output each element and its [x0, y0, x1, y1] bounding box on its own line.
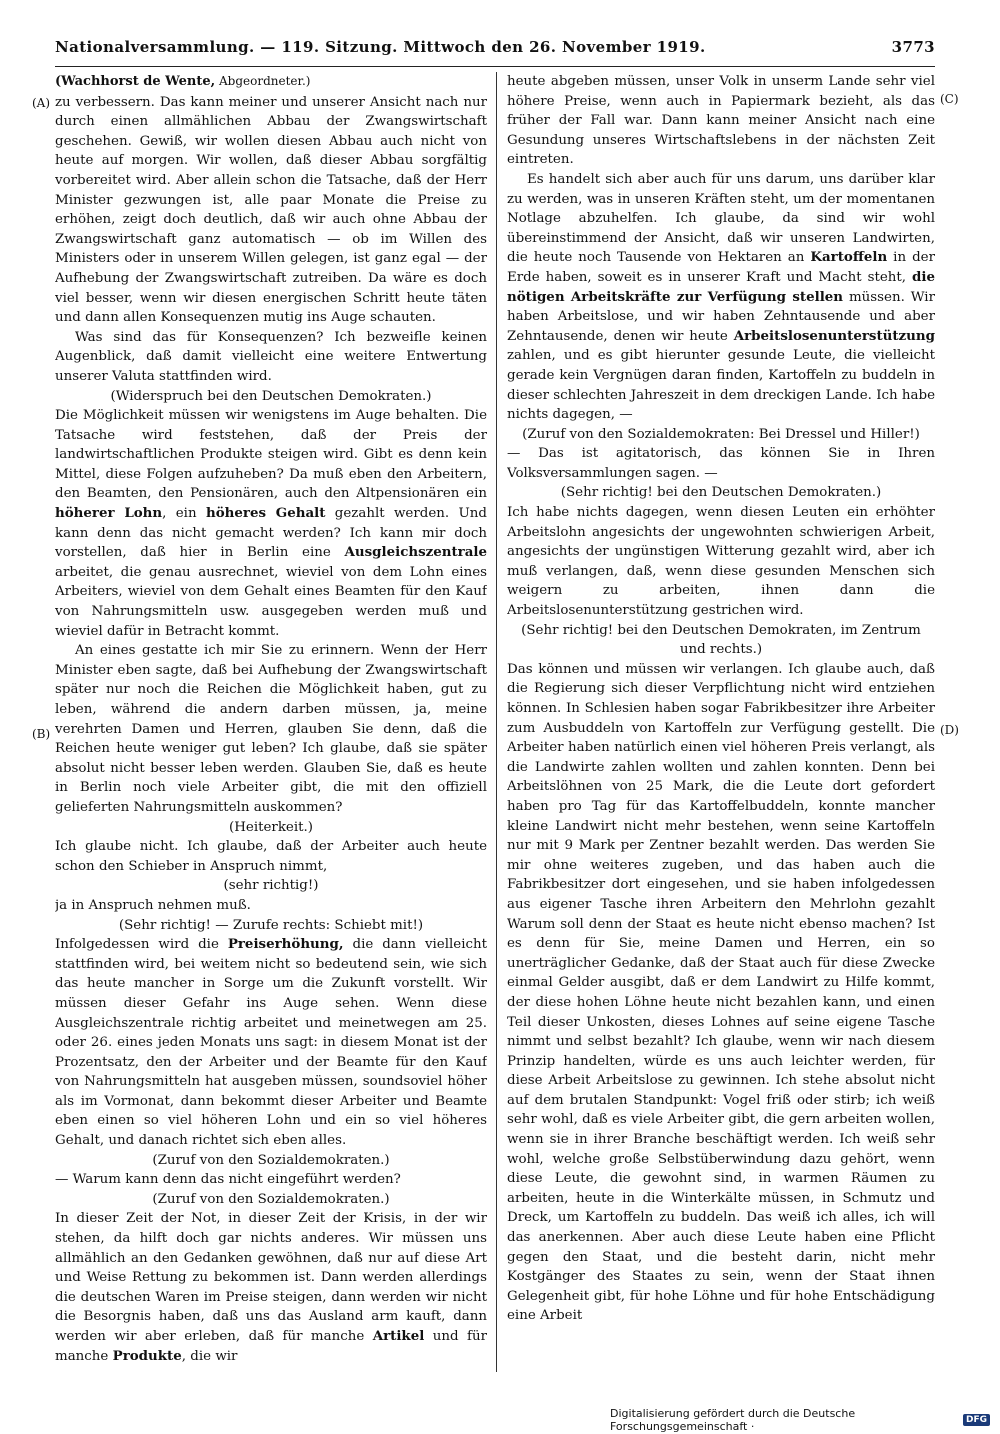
paragraph: Das können und müssen wir verlangen. Ich glaube auch, daß die Regierung sich dieser Verpflichtung nicht wird entziehen können. In Schlesien haben sogar Fabrikbesitzer ihre Arbeiter zum Ausbuddeln von Kartoffeln zur Verfügung gestellt. Die Arbeiter haben natürlich einen viel höheren Preis verlangt, als die Landwirte zahlen wollten und zahlen konnten. Denn bei Arbeitslöhnen von 25 Mark, die die Leute dort gefordert haben pro Tag für das Kartoffelbuddeln, konnte mancher kleine Landwirt nicht mehr bestehen, wenn seine Kartoffeln nur mit 9 Mark per Zentner bezahlt werden. Das werden Sie mir ohne weiteres zugeben, und das haben auch die Fabrikbesitzer dort eingesehen, und sie haben infolgedessen aus eigener Tasche ihren Arbeitern den Mehrlohn gezahlt Warum soll denn der Staat es heute nicht ebenso machen? Ist es denn für Sie, meine Damen und Herren, ein so unerträglicher Gedanke, daß der Staat auch für diese Zwecke einmal Gelder ausgibt, daß er dem Landwirt zu Hilfe kommt, der diese hohen Löhne heute nicht bezahlen kann, und einen Teil dieser Unkosten, dieses Lohnes auf seine eigene Tasche nimmt und selbst bezahlt? Ich glaube, wenn wir nach diesem Prinzip handelten, würde es uns auch leichter werden, für diese Arbeit Arbeitslose zu gewinnen. Ich stehe absolut nicht auf dem brutalen Standpunkt: Vogel friß oder stirb; ich weiß sehr wohl, daß es viele Arbeiter gibt, die gern arbeiten wollen, wenn sie in ihrer Branche beschäftigt werden. Ich weiß sehr wohl, welche große Selbstüberwindung dazu gehört, wenn diese Leute, die gewohnt sind, in warmen Räumen zu arbeiten, heute in die Winterkälte müssen, in Schmutz und Dreck, um Kartoffeln zu buddeln. Das weiß ich alles, ich will das anerkennen. Aber auch diese Leute haben eine Pflicht gegen den Staat, und die besteht darin, nicht mehr Kostgänger des Staates zu sein, wenn der Staat ihnen Gelegenheit gibt, für hohe Löhne und für hohe Entschädigung eine Arbeit [507, 661, 935, 1324]
interjection: (Sehr richtig! bei den Deutschen Demokraten.) [560, 485, 882, 501]
paragraph: — Das ist agitatorisch, das können Sie in Ihren Volksversammlungen sagen. — [507, 446, 935, 481]
header-rule [55, 66, 935, 67]
margin-marker-d: (D) [940, 723, 959, 737]
speaker-heading [55, 72, 487, 92]
page-number: 3773 [891, 38, 935, 56]
interjection: (Zuruf von den Sozialdemokraten: Bei Dressel und Hiller!) [522, 426, 920, 442]
dfg-logo: DFG [963, 1414, 990, 1426]
speaker-role: Abgeordneter.) [215, 74, 311, 88]
paragraph: zu verbessern. Das kann meiner und unserer Ansicht nach nur durch einen allmählichen Abbau der Zwangswirtschaft geschehen. Gewiß, wir wollen diesen Abbau auch nicht von heute auf morgen. Wir wollen, daß dieser Abbau sorgfältig vorbereitet wird. Aber allein schon die Tatsache, daß der Herr Minister gezwungen ist, alle paar Monate die Preise zu erhöhen, zeigt doch deutlich, daß wir auch ohne Abbau der Zwangswirtschaft ganz automatisch — ob im Willen des Ministers oder in unserem Willen gelegen, ist ganz egal — der Aufhebung der Zwangswirtschaft zutreiben. Da wäre es doch viel besser, wenn wir diesen energischen Schritt heute täten und dann allen Konsequenzen mutig ins Auge schauten. [55, 94, 487, 326]
emphasis: Ausgleichszentrale [344, 544, 487, 561]
interjection: (Heiterkeit.) [229, 819, 313, 835]
paragraph: Ich glaube nicht. Ich glaube, daß der Arbeiter auch heute schon den Schieber in Anspruch nimmt, [55, 839, 487, 874]
emphasis: Arbeitslosenunterstützung [733, 327, 935, 344]
right-column [507, 72, 935, 1372]
emphasis: Artikel [372, 1328, 425, 1344]
emphasis: Kartoffeln [810, 249, 888, 266]
paragraph: ja in Anspruch nehmen muß. [55, 897, 251, 913]
interjection: (Widerspruch bei den Deutschen Demokraten.) [110, 388, 432, 404]
left-column [55, 72, 487, 1372]
running-title: Nationalversammlung. — 119. Sitzung. Mittwoch den 26. November 1919. [55, 38, 706, 56]
emphasis: die nötigen Arbeitskräfte zur Verfügung stellen [507, 268, 935, 305]
interjection: (Sehr richtig! — Zurufe rechts: Schiebt mit!) [118, 917, 424, 933]
emphasis: Produkte [112, 1347, 182, 1364]
interjection: (Sehr richtig! bei den Deutschen Demokraten, im Zentrum und rechts.) [521, 622, 921, 658]
emphasis: höherer Lohn [55, 505, 163, 522]
credit-text: Digitalisierung gefördert durch die Deutsche Forschungsgemeinschaft · [610, 1407, 856, 1433]
emphasis: Preiserhöhung, [227, 936, 344, 953]
paragraph: Die Möglichkeit müssen wir wenigstens im Auge behalten. Die Tatsache wird feststehen, daß der Preis der landwirtschaftlichen Produkte steigen wird. Gibt es denn kein Mittel, diese Folgen aufzuheben? Da muß eben den Arbeitern, den Beamten, den Pensionären, auch den Altpensionären ein höherer Lohn, ein höheres Gehalt gezahlt werden. Und kann denn das nicht gemacht werden? Ich kann mir doch vorstellen, daß hier in Berlin eine Ausgleichszentrale arbeitet, die genau ausrechnet, wieviel von dem Lohn eines Arbeiters, wieviel von dem Gehalt eines Beamten für den Kauf von Nahrungsmitteln usw. ausgegeben werden muß und wieviel dafür in Betracht kommt. [55, 408, 487, 639]
interjection: (sehr richtig!) [223, 878, 319, 894]
margin-marker-c: (C) [940, 92, 959, 106]
paragraph: Infolgedessen wird die Preiserhöhung, die dann vielleicht stattfinden wird, bei weitem nicht so bedeutend sein, wie sich das heute mancher in Sorge um die Zukunft vorstellt. Wir müssen dieser Gefahr ins Auge sehen. Wenn diese Ausgleichszentrale richtig arbeitet und meinetwegen am 25. oder 26. eines jeden Monats uns sagt: in diesem Monat ist der Prozentsatz, den der Arbeiter und der Beamte für den Kauf von Nahrungsmitteln hat ausgeben müssen, soundsoviel höher als im Vormonat, dann bekommt dieser Arbeiter und Beamte eben einen so viel höheren Lohn und ein so viel höheres Gehalt, und danach richtet sich eben alles. [55, 936, 487, 1149]
paragraph: Es handelt sich aber auch für uns darum, uns darüber klar zu werden, was in unseren Kräften steht, um der momentanen Notlage abzuhelfen. Ich glaube, da sind wir wohl übereinstimmend der Ansicht, daß wir unseren Landwirten, die heute noch Tausende von Hektaren an Kartoffeln in der Erde haben, soweit es in unserer Kraft und Macht steht, die nötigen Arbeitskräfte zur Verfügung stellen müssen. Wir haben Arbeitslose, und wir haben Zehntausende und aber Zehntausende, denen wir heute Arbeitslosenunterstützung zahlen, und es gibt hierunter gesunde Leute, die vielleicht gerade kein Vergnügen daran finden, Kartoffeln zu buddeln in dieser schlechten Jahreszeit in dem dreckigen Lande. Ich habe nichts dagegen, — [507, 171, 935, 423]
paragraph: heute abgeben müssen, unser Volk in unserm Lande sehr viel höhere Preise, wenn auch in Papiermark bezieht, als das früher der Fall war. Dann kann meiner Ansicht nach eine Gesundung unseres Wirtschaftslebens in der nächsten Zeit eintreten. [507, 74, 935, 168]
paragraph: An eines gestatte ich mir Sie zu erinnern. Wenn der Herr Minister eben sagte, daß bei Aufhebung der Zwangswirtschaft später nur noch die Reichen die Möglichkeit haben, gut zu leben, während die andern darben müssen, ja, meine verehrten Damen und Herren, glauben Sie denn, daß die Reichen heute weniger gut leben? Ich glaube, daß sie später absolut nicht besser leben werden. Glauben Sie, daß es heute in Berlin noch viele Arbeiter gibt, die mit den offiziell gelieferten Nahrungsmitteln auskommen? [55, 643, 487, 815]
paragraph: Ich habe nichts dagegen, wenn diesen Leuten ein erhöhter Arbeitslohn angesichts der ungewohnten schwierigen Arbeit, angesichts der ungünstigen Witterung gezahlt wird, aber ich muß verlangen, daß, wenn diese gesunden Menschen sich weigern zu arbeiten, ihnen dann die Arbeitslosenunterstützung gestrichen wird. [507, 505, 935, 619]
paragraph: Was sind das für Konsequenzen? Ich bezweifle keinen Augenblick, daß damit vielleicht eine weitere Entwertung unserer Valuta stattfinden wird. [55, 329, 487, 384]
digitization-credit [610, 1407, 990, 1433]
column-divider [496, 72, 497, 1372]
paragraph: — Warum kann denn das nicht eingeführt werden? [55, 1172, 401, 1188]
emphasis: höheres Gehalt [205, 505, 326, 522]
interjection: (Zuruf von den Sozialdemokraten.) [152, 1152, 390, 1168]
margin-marker-b: (B) [32, 727, 51, 741]
paragraph: In dieser Zeit der Not, in dieser Zeit der Krisis, in der wir stehen, da hilft doch gar nichts anderes. Wir müssen uns allmählich an den Gedanken gewöhnen, daß nur auf diese Art und Weise Rettung zu bekommen ist. Dann werden allerdings die deutschen Waren im Preise steigen, dann werden wir nicht die Besorgnis haben, daß uns das Ausland arm kauft, dann werden wir aber erleben, daß für manche Artikel und für manche Produkte, die wir [55, 1211, 487, 1364]
page-header [55, 38, 935, 68]
interjection: (Zuruf von den Sozialdemokraten.) [152, 1191, 390, 1207]
margin-marker-a: (A) [32, 96, 51, 110]
speaker-name: (Wachhorst de Wente, [55, 74, 216, 89]
